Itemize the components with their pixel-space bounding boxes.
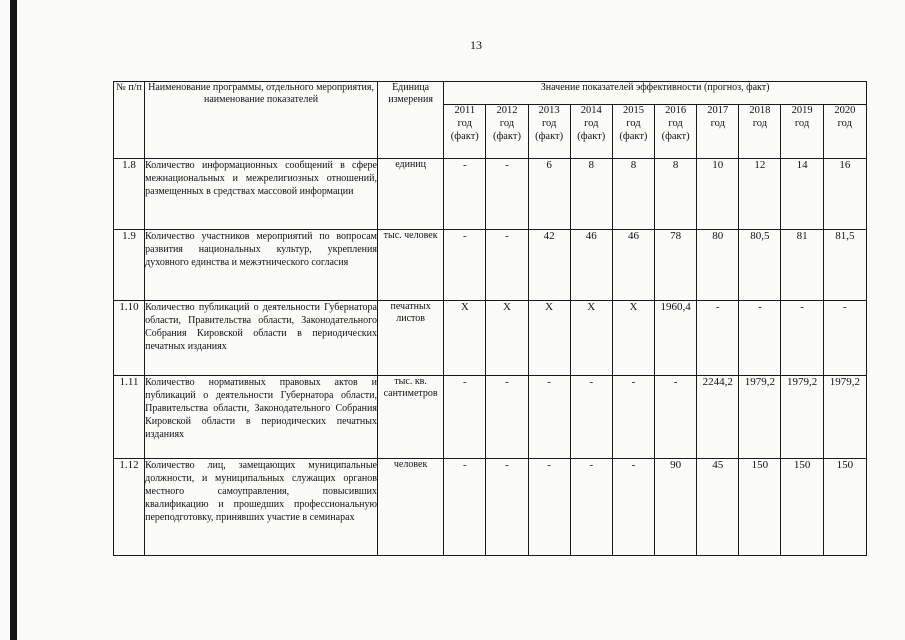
- value-cell: 12: [739, 159, 781, 230]
- page-number: 13: [470, 38, 482, 52]
- table-row: [114, 159, 867, 230]
- year-word: год: [584, 117, 599, 129]
- unit-of-measure: тыс. человек: [377, 230, 443, 301]
- header-year-2012: [486, 105, 528, 159]
- indicator-name: Количество нормативных правовых актов и публикаций о деятельности Губернатора области, Правительства области, Законодательного Собрания Кировской области в периодических печатных изданиях: [145, 376, 378, 459]
- year-word: год: [541, 117, 557, 129]
- header-year-2014: [570, 105, 612, 159]
- year-label: 2014: [580, 105, 602, 116]
- value-cell: 2244,2: [697, 376, 739, 459]
- unit-of-measure: печатных листов: [377, 301, 443, 376]
- value-cell: 150: [823, 459, 866, 556]
- value-cell: X: [570, 301, 612, 376]
- value-cell: -: [823, 301, 866, 376]
- year-label: 2017: [707, 105, 729, 116]
- year-word: год: [837, 117, 852, 129]
- header-year-2011: [444, 105, 486, 159]
- value-cell: 78: [655, 230, 697, 301]
- year-word: год: [752, 117, 768, 129]
- value-cell: -: [486, 376, 528, 459]
- value-cell: 81,5: [823, 230, 866, 301]
- indicator-name: Количество публикаций о деятельности Губернатора области, Правительства области, Законодательного Собрания Кировской области в периодических печатных изданиях: [145, 301, 378, 376]
- indicator-name: Количество участников мероприятий по вопросам развития национальных культур, укрепления духовного единства и межэтнического согласия: [145, 230, 378, 301]
- year-label: 2018: [749, 105, 771, 116]
- value-cell: -: [655, 376, 697, 459]
- header-year-2020: [823, 105, 866, 159]
- value-cell: -: [781, 301, 823, 376]
- value-cell: 16: [823, 159, 866, 230]
- row-number: 1.12: [114, 459, 145, 556]
- value-cell: X: [528, 301, 570, 376]
- header-year-2018: [739, 105, 781, 159]
- value-cell: -: [486, 159, 528, 230]
- value-cell: -: [697, 301, 739, 376]
- year-note: (факт): [492, 130, 521, 142]
- scan-edge-bar: [10, 0, 17, 640]
- value-cell: -: [570, 376, 612, 459]
- value-cell: 80: [697, 230, 739, 301]
- year-word: год: [794, 117, 810, 129]
- value-cell: 10: [697, 159, 739, 230]
- header-num: № п/п: [114, 82, 145, 159]
- table-row: [114, 459, 867, 556]
- header-year-2019: [781, 105, 823, 159]
- value-cell: 45: [697, 459, 739, 556]
- value-cell: X: [444, 301, 486, 376]
- value-cell: 150: [781, 459, 823, 556]
- value-cell: 1960,4: [655, 301, 697, 376]
- value-cell: 1979,2: [781, 376, 823, 459]
- value-cell: 8: [655, 159, 697, 230]
- year-note: (факт): [619, 130, 648, 142]
- year-note: (факт): [535, 130, 564, 142]
- value-cell: -: [612, 376, 654, 459]
- year-label: 2020: [834, 105, 856, 116]
- header-year-2016: [655, 105, 697, 159]
- value-cell: 81: [781, 230, 823, 301]
- value-cell: 6: [528, 159, 570, 230]
- header-name: Наименование программы, отдельного мероприятия, наименование показателей: [145, 82, 378, 159]
- value-cell: -: [444, 376, 486, 459]
- header-values: Значение показателей эффективности (прогноз, факт): [444, 82, 867, 105]
- value-cell: -: [570, 459, 612, 556]
- header-year-2015: [612, 105, 654, 159]
- value-cell: -: [528, 376, 570, 459]
- value-cell: -: [739, 301, 781, 376]
- year-label: 2012: [496, 105, 518, 116]
- unit-of-measure: единиц: [377, 159, 443, 230]
- header-unit: Единица измерения: [377, 82, 443, 159]
- value-cell: -: [486, 230, 528, 301]
- row-number: 1.11: [114, 376, 145, 459]
- value-cell: X: [486, 301, 528, 376]
- year-word: год: [668, 117, 683, 129]
- table-row: [114, 301, 867, 376]
- year-note: (факт): [577, 130, 606, 142]
- year-word: год: [457, 117, 472, 129]
- value-cell: 90: [655, 459, 697, 556]
- value-cell: -: [612, 459, 654, 556]
- table-row: [114, 376, 867, 459]
- table-row: [114, 230, 867, 301]
- value-cell: -: [444, 230, 486, 301]
- year-label: 2019: [791, 105, 813, 116]
- value-cell: -: [528, 459, 570, 556]
- value-cell: 1979,2: [739, 376, 781, 459]
- value-cell: 14: [781, 159, 823, 230]
- value-cell: 8: [612, 159, 654, 230]
- value-cell: 46: [570, 230, 612, 301]
- value-cell: -: [444, 459, 486, 556]
- value-cell: 80,5: [739, 230, 781, 301]
- value-cell: 150: [739, 459, 781, 556]
- value-cell: -: [486, 459, 528, 556]
- row-number: 1.9: [114, 230, 145, 301]
- value-cell: 1979,2: [823, 376, 866, 459]
- header-year-2017: [697, 105, 739, 159]
- unit-of-measure: тыс. кв. сантиметров: [377, 376, 443, 459]
- year-note: (факт): [661, 130, 690, 142]
- indicators-table: [113, 81, 867, 556]
- value-cell: 46: [612, 230, 654, 301]
- year-note: (факт): [450, 130, 479, 142]
- header-year-2013: [528, 105, 570, 159]
- row-number: 1.8: [114, 159, 145, 230]
- year-word: год: [626, 117, 641, 129]
- year-label: 2015: [622, 105, 644, 116]
- year-word: год: [710, 117, 725, 129]
- indicator-name: Количество лиц, замещающих муниципальные должности, и муниципальных служащих органов местного самоуправления, повысивших квалификацию и прошедших профессиональную переподготовку, принявших участие в семинарах: [145, 459, 378, 556]
- year-label: 2016: [665, 105, 687, 116]
- unit-of-measure: человек: [377, 459, 443, 556]
- row-number: 1.10: [114, 301, 145, 376]
- year-label: 2013: [538, 105, 560, 116]
- value-cell: -: [444, 159, 486, 230]
- value-cell: 8: [570, 159, 612, 230]
- indicator-name: Количество информационных сообщений в сфере межнациональных и межрелигиозных отношений, размещенных в средствах массовой информации: [145, 159, 378, 230]
- value-cell: X: [612, 301, 654, 376]
- year-label: 2011: [454, 105, 476, 116]
- value-cell: 42: [528, 230, 570, 301]
- year-word: год: [499, 117, 515, 129]
